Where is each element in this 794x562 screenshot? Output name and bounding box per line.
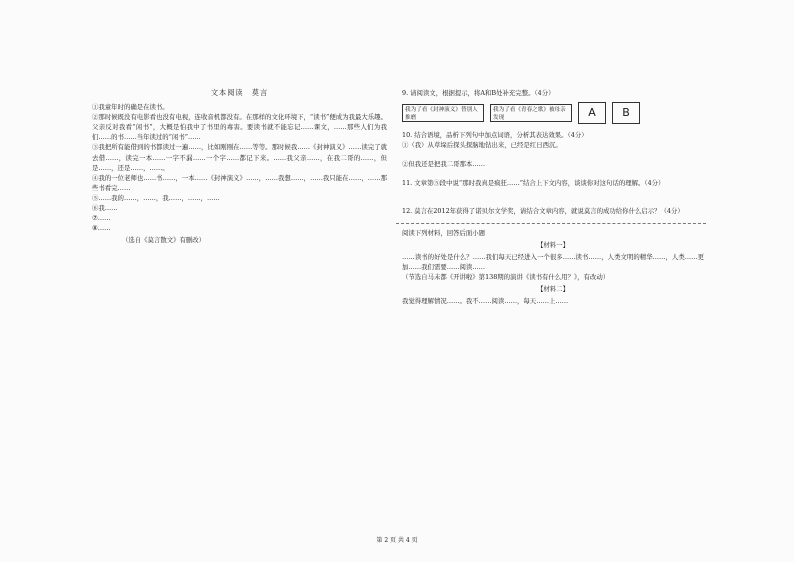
right-column bbox=[402, 88, 704, 306]
article-source: （选自《莫言散文》有删改） bbox=[122, 236, 206, 245]
page-footer: 第 2 页 共 4 页 bbox=[376, 537, 418, 544]
paragraph-7: ⑦…… bbox=[92, 214, 111, 223]
flow-boxes bbox=[402, 102, 704, 124]
question-10-item-1: ①（我）从草垛后探头探脑地钻出来，已经是红日西沉。 bbox=[402, 141, 562, 150]
question-10-item-2: ②但我还是把我二哥那本…… bbox=[402, 160, 486, 169]
paragraph-4: ④我的一位老师也……书……，一本……《封神演义》……，……我想……，……我只能在……，……那些书看完…… bbox=[92, 173, 387, 192]
material-2-title: 【材料二】 bbox=[537, 285, 569, 294]
reading-instruction: 阅读下列材料，回答后面小题 bbox=[402, 228, 486, 237]
material-1-text: ……读书的好处是什么？……我们每天已经进入一个很多……读书……，人类文明的精华……，人类……更加……我们需要……阅读…… bbox=[402, 252, 704, 271]
question-11: 11. 文章第⑤段中说“那时我真是疯狂……”结合上下文内容，谈谈你对这句话的理解。（4分） bbox=[402, 179, 665, 188]
left-column bbox=[92, 88, 387, 245]
paragraph-6: ⑥我…… bbox=[92, 204, 118, 213]
article-title: 文本阅读 莫言 bbox=[210, 88, 269, 97]
material-1-source: （节选自马未都《开讲啦》第138期的演讲《读书有什么用？》，有改动） bbox=[402, 272, 610, 281]
paragraph-8: ⑧…… bbox=[92, 224, 111, 233]
section-divider bbox=[396, 223, 706, 224]
flow-box-b: B bbox=[612, 102, 640, 124]
flow-box-1: 我为了看《封神演义》替别人推磨 bbox=[402, 104, 484, 122]
flow-box-2: 我为了看《青春之歌》被母亲发现 bbox=[490, 104, 572, 122]
material-2-text: 我觉得理解情况……。我不……阅读……，每天……上…… bbox=[402, 297, 569, 306]
question-12: 12. 莫言在2012年获得了诺贝尔文学奖，请结合文章内容，就说莫言的成功给你什么启示？（4分） bbox=[402, 207, 684, 216]
question-10: 10. 结合语境，品析下列句中加点词语，分析其表达效果。（4分） bbox=[402, 131, 588, 140]
paragraph-1: ①我童年时的确是在读书。 bbox=[92, 103, 169, 112]
flow-box-a: A bbox=[578, 102, 606, 124]
paragraph-3: ③我把所有能借到的书都读过一遍……，比如刚刚在……等等。那时候我……《封神演义》……读完了就去借……，读完一本……一字不漏……一个字……都记下来。……我父亲……，在我二哥的……，但是……，还是……，……。 bbox=[92, 143, 387, 172]
paragraph-5: ⑤……我的……，……，我……，……，…… bbox=[92, 193, 220, 202]
question-9: 9. 请阅读文，根据提示，将A和B处补充完整。（4分） bbox=[402, 89, 555, 97]
paragraph-2: ②那时候既没有电影看也没有电视，连收音机都没有。在那样的文化环境下，“读书”便成为我最大乐趣。父亲反对我看“闲书”，大概是怕我中了书里的毒害。要读书就不能忘记……课文，……那些人们为我们……的书……当年读过的“闲书”…… bbox=[92, 113, 387, 142]
material-1-title: 【材料一】 bbox=[537, 240, 569, 249]
